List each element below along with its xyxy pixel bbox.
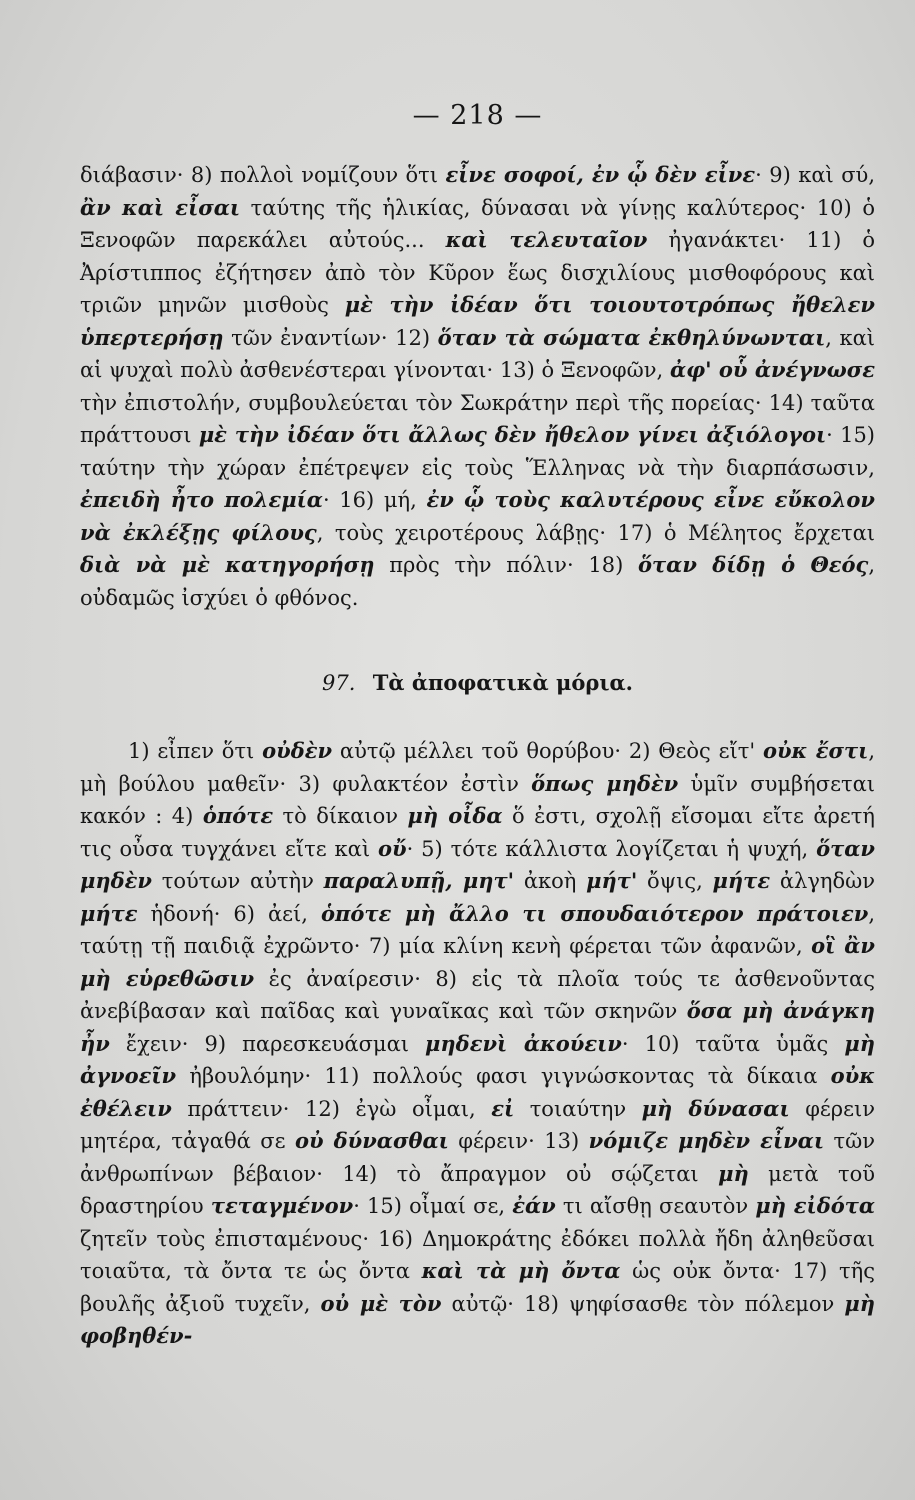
emphasized-phrase: μὴ (718, 1160, 749, 1186)
text-run: , καὶ αἱ ψυχαὶ πολὺ ἀσθενέστεραι γίνονται· 13) ὁ Ξενοφῶν, (80, 325, 875, 382)
text-run: · 9) καὶ σύ, (755, 163, 875, 187)
text-run: ὑμῖν συμβήσεται κακόν : 4) (80, 771, 876, 828)
paragraph-negative-particles (80, 735, 875, 1353)
text-run: ὄψις, (637, 869, 713, 893)
emphasized-phrase: μήτε (712, 868, 771, 893)
text-run: τούτων αὐτὴν (151, 869, 324, 893)
text-run: ἀλγηδὼν (770, 869, 875, 893)
emphasized-phrase: οὐδὲν (262, 738, 333, 763)
emphasized-phrase: μὴ δύνασαι (641, 1095, 790, 1121)
text-run: ζητεῖν τοὺς ἐπισταμένους· 16) Δημοκράτης ἐδόκει πολλὰ ἤδη ἀληθεῦσαι τοιαῦτα, τὰ ὄντα τε ὡς ὄντα (80, 1226, 875, 1283)
emphasized-phrase: ἐπειδὴ ἦτο πολεμία (80, 487, 323, 512)
section-title: Τὰ ἀποφατικὰ μόρια. (372, 670, 633, 695)
text-run: · 15) ταύτην τὴν χώραν ἐπέτρεψεν εἰς τοὺς Ἕλληνας νὰ τὴν διαρπάσωσιν, (80, 423, 876, 480)
text-run: αὐτῷ· 18) ψηφίσασθε τὸν πόλεμον (441, 1291, 845, 1316)
text-run: ἠβουλόμην· 11) πολλούς φασι γιγνώσκοντας τὰ δίκαια (176, 1064, 831, 1088)
emphasized-phrase: ὅπως μηδὲν (531, 770, 679, 796)
emphasized-phrase: νόμιζε μηδὲν εἶναι (588, 1128, 824, 1153)
text-run: φέρειν μητέρα, τἀγαθά σε (80, 1096, 875, 1153)
emphasized-phrase: μὲ τὴν ἰδέαν ὅτι ἄλλως δὲν ἤθελον γίνει ἀξιόλογοι (198, 422, 827, 447)
emphasized-phrase: μὴ ἀγνοεῖν (80, 1030, 876, 1088)
text-run: τοιαύτην (514, 1096, 642, 1121)
emphasized-phrase: οὐκ ἐθέλειν (80, 1063, 875, 1121)
text-run: · 15) οἶμαί σε, (353, 1194, 513, 1218)
text-run: τῶν ἀνθρωπίνων βέβαιον· 14) τὸ ἄπραγμον οὐ σῴζεται (80, 1129, 875, 1186)
text-run: πρὸς τὴν πόλιν· 18) (374, 553, 639, 577)
text-run: διάβασιν· 8) πολλοὶ νομίζουν ὅτι (80, 163, 446, 187)
emphasized-phrase: οὐκ ἔστι (762, 738, 869, 763)
text-run: τὸ δίκαιον (273, 804, 408, 828)
emphasized-phrase: τεταγμένον (210, 1193, 354, 1218)
emphasized-phrase: καὶ τελευταῖον (445, 227, 648, 252)
section-heading (80, 670, 875, 695)
text-run: · 16) μή, (322, 488, 427, 512)
text-run: , οὐδαμῶς ἰσχύει ὁ φθόνος. (80, 553, 875, 610)
emphasized-phrase: ἐάν (512, 1193, 556, 1218)
emphasized-phrase: μηδενὶ ἀκούειν (425, 1030, 622, 1056)
text-run: · 5) τότε κάλλιστα λογίζεται ἡ ψυχή, (406, 836, 817, 861)
emphasized-phrase: μήτ' (586, 868, 638, 893)
emphasized-phrase: ἐν ᾧ τοὺς καλυτέρους εἶνε εὔκολον νὰ ἐκλέξῃς φίλους (80, 487, 875, 545)
emphasized-phrase: καὶ τὰ μὴ ὄντα (421, 1258, 621, 1283)
emphasized-phrase: οὐ δύνασθαι (294, 1128, 449, 1153)
text-run: , μὴ βούλου μαθεῖν· 3) φυλακτέον ἐστὶν (80, 739, 875, 796)
text-run: ἡδονή· 6) ἀεί, (137, 901, 321, 926)
emphasized-phrase: μὲ τὴν ἰδέαν ὅτι τοιουτοτρόπως ἤθελεν ὑπερτερήσῃ (80, 292, 876, 350)
text-run: πράττειν· 12) ἐγὼ οἶμαι, (171, 1096, 492, 1121)
emphasized-phrase: εἶνε σοφοί, ἐν ᾧ δὲν εἶνε (445, 162, 756, 187)
text-run: ἀκοὴ (514, 869, 587, 893)
text-run: ἔχειν· 9) παρεσκευάσμαι (109, 1031, 426, 1056)
text-run: αὐτῷ μέλλει τοῦ θορύβου· 2) Θεὸς εἴτ' (332, 739, 763, 763)
text-run: τὴν ἐπιστολήν, συμβουλεύεται τὸν Σωκράτην περὶ τῆς πορείας· 14) ταῦτα πράττουσι (80, 390, 875, 447)
text-run: ταύτης τῆς ἡλικίας, δύνασαι νὰ γίνῃς καλύτερος· 10) ὁ Ξενοφῶν παρεκάλει αὐτούς... (80, 195, 875, 252)
paragraph-exercises-continued (80, 159, 875, 614)
text-run: ὅ ἐστι, σχολῇ εἴσομαι εἴτε ἀρετή τις οὖσα τυγχάνει εἴτε καὶ (80, 804, 875, 861)
emphasized-phrase: μὴ φοβηθέν- (80, 1290, 875, 1348)
emphasized-phrase: οὐ μὲ τὸν (320, 1290, 442, 1316)
text-run: μετὰ τοῦ δραστηρίου (80, 1161, 875, 1218)
text-run: · 10) ταῦτα ὑμᾶς (621, 1031, 845, 1056)
emphasized-phrase: μήτε (80, 900, 138, 926)
emphasized-phrase: ὁπότε (202, 803, 274, 828)
text-run: ἠγανάκτει· 11) ὁ Ἀρίστιππος ἐζήτησεν ἀπὸ τὸν Κῦρον ἕως δισχιλίους μισθοφόρους καὶ τριῶν μηνῶν μισθοὺς (80, 228, 875, 317)
text-run: τῶν ἐναντίων· 12) (223, 325, 438, 350)
emphasized-phrase: εἰ (491, 1095, 515, 1121)
text-run: , ταύτῃ τῇ παιδιᾷ ἐχρῶντο· 7) μία κλίνη κενὴ φέρεται τῶν ἀφανῶν, (80, 901, 875, 958)
emphasized-phrase: ὅταν δίδῃ ὁ Θεός (638, 552, 869, 577)
text-run: 1) εἶπεν ὅτι (128, 739, 263, 763)
emphasized-phrase: ὅταν τὰ σώματα ἐκθηλύνωνται (437, 324, 826, 350)
section-number: 97. (322, 671, 356, 695)
text-run: φέρειν· 13) (448, 1129, 589, 1153)
emphasized-phrase: μὴ οἶδα (407, 803, 503, 828)
emphasized-phrase: παραλυπῇ, μητ' (323, 868, 515, 893)
emphasized-phrase: ὅσα μὴ ἀνάγκη ἦν (80, 998, 875, 1056)
text-run: ὡς οὐκ ὄντα· 17) τῆς βουλῆς ἀξιοῦ τυχεῖν, (80, 1259, 875, 1316)
emphasized-phrase: διὰ νὰ μὲ κατηγορήσῃ (80, 552, 375, 577)
text-run: , τοὺς χειροτέρους λάβῃς· 17) ὁ Μέλητος ἔρχεται (316, 520, 876, 545)
emphasized-phrase: ἀφ' οὗ ἀνέγνωσε (669, 357, 875, 382)
emphasized-phrase: ὅταν μηδὲν (80, 835, 875, 893)
emphasized-phrase: ἂν καὶ εἶσαι (80, 194, 241, 220)
text-run: τι αἴσθῃ σεαυτὸν (555, 1194, 756, 1218)
emphasized-phrase: οὔ (378, 835, 407, 861)
emphasized-phrase: οἳ ἂν μὴ εὑρεθῶσιν (80, 933, 875, 991)
emphasized-phrase: ὁπότε μὴ ἄλλο τι σπουδαιότερον πράτοιεν (320, 900, 869, 926)
text-run: ἐς ἀναίρεσιν· 8) εἰς τὰ πλοῖα τούς τε ἀσθενοῦντας ἀνεβίβασαν καὶ παῖδας καὶ γυναῖκας καὶ τῶν σκηνῶν (80, 966, 875, 1023)
emphasized-phrase: μὴ εἰδότα (755, 1193, 875, 1218)
page-number: — 218 — (412, 100, 543, 131)
